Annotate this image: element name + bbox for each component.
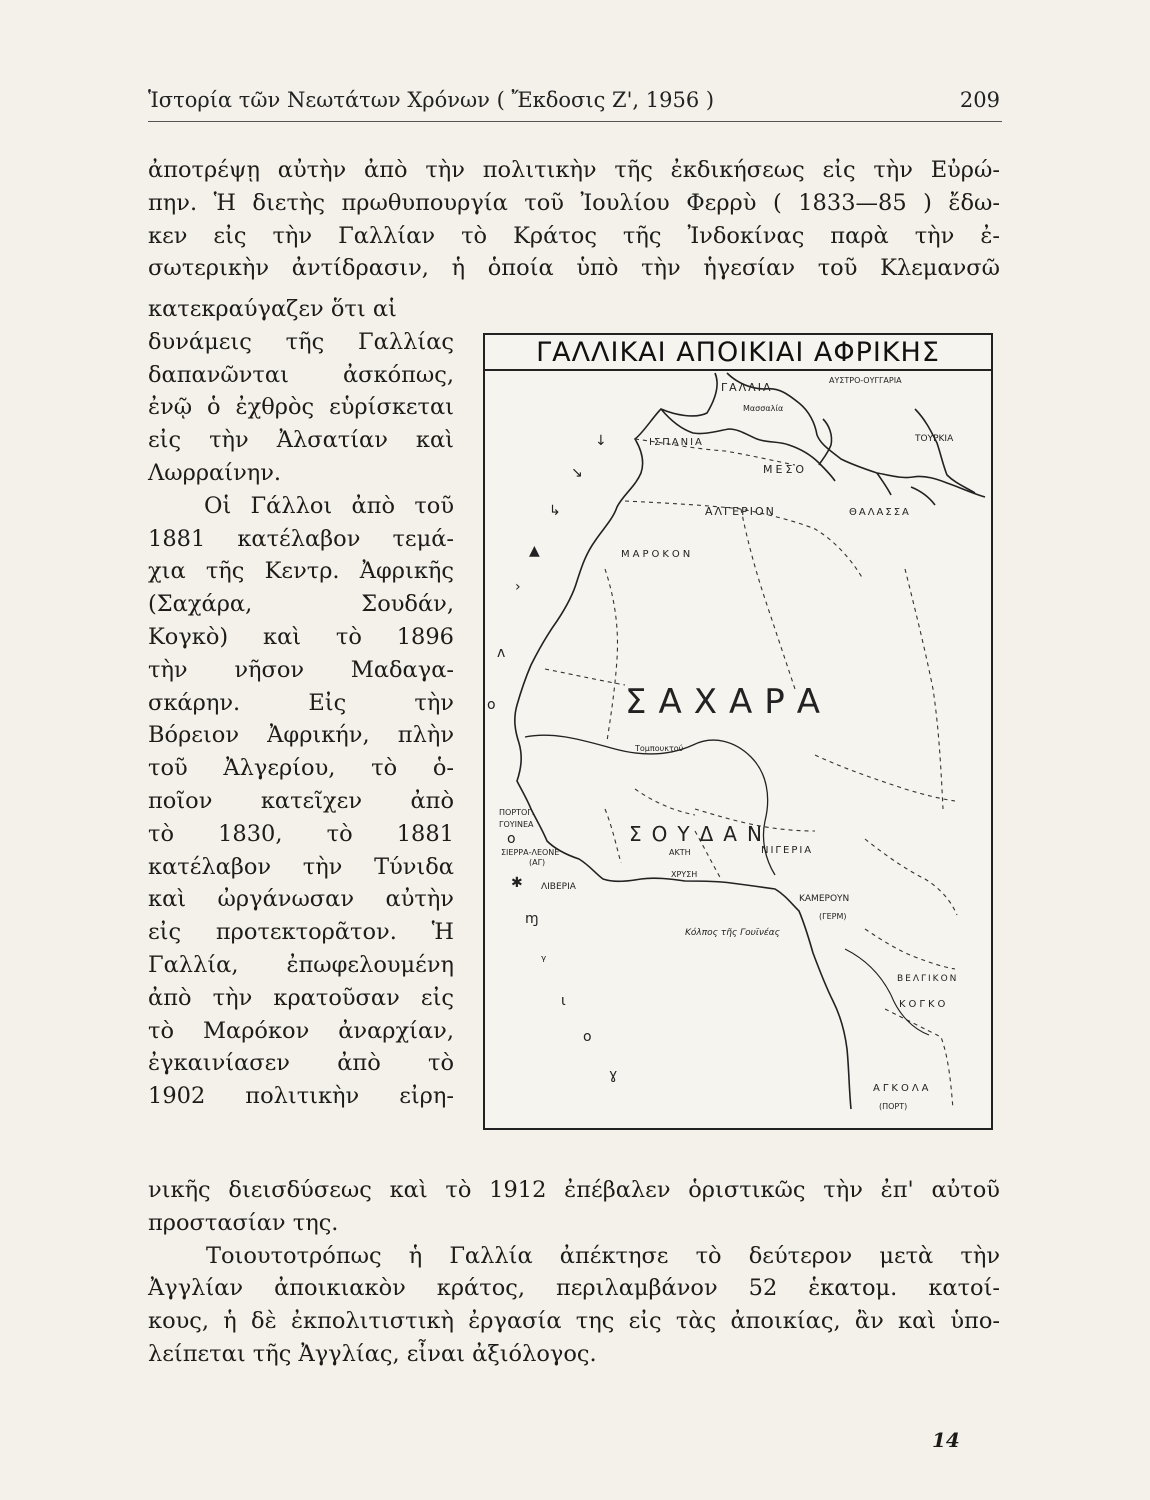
- running-title: Ἱστορία τῶν Νεωτάτων Χρόνων ( Ἔκδοσις Ζ', 1956 ): [148, 88, 715, 112]
- text-line: προστασίαν της.: [148, 1209, 339, 1236]
- label-akth: ΑΚΤΗ: [669, 848, 691, 857]
- page-number: 209: [959, 88, 1000, 112]
- label-angola-note: (ΠΟΡΤ): [879, 1102, 908, 1111]
- map-labels: [499, 376, 958, 1111]
- ocean-mark: ɱ: [525, 911, 539, 927]
- text-line: πην. Ἡ διετὴς πρωθυπουργία τοῦ Ἰουλίου Φερρὺ ( 1833—85 ) ἔδω-: [148, 189, 1000, 216]
- text-line: κατεκραύγαζεν ὅτι αἱ: [148, 296, 397, 322]
- label-gouinea: ΓΟΥΙΝΕΑ: [499, 820, 534, 829]
- border-line: [905, 569, 943, 809]
- label-sierra: ΣΙΕΡΡΑ-ΛΕΟΝΕ: [501, 848, 560, 857]
- bottom-paragraph: [148, 1174, 1000, 1371]
- borders: [545, 439, 957, 1109]
- label-kolpos: Κόλπος τῆς Γουϊνέας: [685, 928, 780, 938]
- border-line: [605, 809, 621, 863]
- top-paragraph: [148, 154, 1000, 285]
- border-line: [545, 669, 625, 685]
- label-portogaliki: ΠΟΡΤΟΓ.: [499, 808, 535, 817]
- text-line: τοῦ Ἀλγερίου, τὸ ὁ-: [148, 755, 454, 782]
- ocean-mark: ᵞ: [541, 953, 547, 969]
- label-massalia: Μασσαλία: [743, 404, 784, 413]
- ocean-mark: o: [507, 831, 516, 847]
- text-line: κους, ἡ δὲ ἐκπολιτιστικὴ ἐργασία της εἰς τὰς ἀποικίας, ἂν καὶ ὑπο-: [148, 1308, 1000, 1335]
- border-line: [635, 789, 695, 815]
- label-ispania: ΙΣΠΑΝΙΑ: [649, 437, 704, 448]
- text-line: κατέλαβον τὴν Τύνιδα: [148, 853, 454, 880]
- text-line: ἀποτρέψῃ αὐτὴν ἀπὸ τὴν πολιτικὴν τῆς ἐκδικήσεως εἰς τὴν Εὐρώ-: [148, 157, 1000, 183]
- text-line: σωτερικὴν ἀντίδρασιν, ἡ ὁποία ὑπὸ τὴν ἡγεσίαν τοῦ Κλεμανσῶ: [148, 255, 1000, 282]
- text-line: ἐνῷ ὁ ἐχθρὸς εὑρίσκεται: [148, 394, 454, 421]
- text-line: 1902 πολιτικὴν εἰρη-: [148, 1083, 454, 1110]
- text-line: Τοιουτοτρόπως ἡ Γαλλία ἀπέκτησε τὸ δεύτερον μετὰ τὴν: [206, 1242, 1000, 1269]
- coast-balkans: [915, 409, 975, 493]
- text-line: λείπεται τῆς Ἀγγλίας, εἶναι ἀξιόλογος.: [148, 1340, 597, 1367]
- border-line: [741, 509, 795, 689]
- congo-river: [845, 949, 929, 1035]
- text-line: ποῖον κατεῖχεν ἀπὸ: [148, 787, 454, 814]
- ocean-mark: ✱: [511, 875, 523, 891]
- label-xrysh: ΧΡΥΣΗ: [671, 870, 698, 879]
- text-line: Ἀγγλίαν ἀποικιακὸν κράτος, περιλαμβάνον 52 ἑκατομ. κατοί-: [148, 1275, 1000, 1302]
- label-algeria: ΑΛΓΕΡΙΟΝ: [705, 505, 776, 518]
- label-marokon: ΜΑΡΟΚΟΝ: [621, 549, 694, 560]
- text-line: (Σαχάρα, Σουδάν,: [148, 591, 454, 618]
- text-line: Οἱ Γάλλοι ἀπὸ τοῦ: [204, 492, 454, 519]
- label-tourkia: ΤΟΥΡΚΙΑ: [915, 434, 954, 444]
- border-line: [605, 569, 618, 741]
- text-line: ἐγκαινίασεν ἀπὸ τὸ: [148, 1050, 454, 1077]
- label-sierra-note: (ΑΓ): [529, 858, 546, 867]
- text-line: δαπανῶνται ἀσκόπως,: [148, 361, 454, 388]
- label-meso: ΜΕΣΟ: [763, 463, 808, 476]
- label-kongo: ΚΟΓΚΟ: [899, 999, 949, 1010]
- coast-greece: [911, 487, 935, 505]
- ocean-mark: o: [583, 1029, 592, 1045]
- text-line: Βόρειον Ἀφρικήν, πλὴν: [148, 722, 454, 749]
- text-line: τὴν νῆσον Μαδαγα-: [148, 656, 454, 683]
- text-line: χια τῆς Κεντρ. Ἀφρικῆς: [148, 558, 454, 585]
- ocean-mark: ↓: [595, 433, 607, 449]
- label-soudan: ΣΟΥΔΑΝ: [629, 822, 772, 846]
- border-line: [815, 755, 955, 801]
- text-line: κεν εἰς τὴν Γαλλίαν τὸ Κράτος τῆς Ἰνδοκίνας παρὰ τὴν ἐ-: [148, 222, 1000, 249]
- header-rule: [148, 121, 1002, 122]
- ocean-mark: o: [487, 697, 496, 713]
- ocean-marks: [487, 433, 617, 1083]
- map-title: ΓΑΛΛΙΚΑΙ ΑΠΟΙΚΙΑΙ ΑΦΡΙΚΗΣ: [485, 335, 991, 371]
- text-line: τὸ 1830, τὸ 1881: [148, 820, 454, 847]
- ocean-mark: ɩ: [561, 993, 566, 1009]
- text-line: δυνάμεις τῆς Γαλλίας: [148, 328, 454, 355]
- text-line: τὸ Μαρόκον ἀναρχίαν,: [148, 1017, 454, 1044]
- text-line: Λωρραίνην.: [148, 459, 282, 486]
- left-column: [148, 293, 454, 1113]
- border-line: [865, 929, 955, 969]
- label-kamerun-note: (ΓΕΡΜ): [819, 912, 847, 921]
- label-sahara: ΣΑΧΑΡΑ: [625, 682, 833, 722]
- text-line: νικῆς διεισδύσεως καὶ τὸ 1912 ἐπέβαλεν ὁριστικῶς τὴν ἐπ' αὐτοῦ: [148, 1177, 1000, 1203]
- border-line: [865, 839, 957, 915]
- ocean-mark: ɣ: [609, 1067, 618, 1083]
- label-velgiko: ΒΕΛΓΙΚΟΝ: [897, 974, 959, 984]
- ocean-mark: ʌ: [497, 645, 506, 661]
- coast-italy: [877, 473, 891, 495]
- text-line: καὶ ὠργάνωσαν αὐτὴν: [148, 886, 454, 913]
- label-nigeria: ΝΙΓΕΡΙΑ: [761, 845, 814, 856]
- ocean-mark: ›: [515, 579, 521, 595]
- label-angola: ΑΓΚΟΛΑ: [873, 1083, 932, 1094]
- label-timbouktou: Τομπουκτού: [635, 744, 684, 753]
- text-line: 1881 κατέλαβον τεμά-: [148, 525, 454, 552]
- map-drawing: [485, 369, 991, 1128]
- map-figure: [483, 333, 993, 1130]
- ocean-mark: ↘: [571, 465, 583, 481]
- label-kamerun: ΚΑΜΕΡΟΥΝ: [799, 894, 850, 904]
- label-austria: ΑΥΣΤΡΟ-ΟΥΓΓΑΡΙΑ: [829, 376, 902, 385]
- label-gallia: ΓΑΛΛΙΑ: [721, 381, 773, 394]
- text-line: Κογκὸ) καὶ τὸ 1896: [148, 623, 454, 650]
- text-line: σκάρην. Εἰς τὴν: [148, 689, 454, 716]
- running-header: [148, 88, 1000, 112]
- text-line: ἀπὸ τὴν κρατοῦσαν εἰς: [148, 984, 454, 1011]
- label-liveria: ΛΙΒΕΡΙΑ: [541, 882, 576, 892]
- niger-river: [525, 735, 775, 875]
- signature-mark: 14: [932, 1428, 960, 1452]
- text-line: εἰς προτεκτορᾶτον. Ἡ: [148, 919, 454, 946]
- label-thalassa: ΘΑΛΑΣΣΑ: [849, 507, 911, 518]
- ocean-mark: ▲: [529, 543, 540, 559]
- ocean-mark: ↳: [549, 503, 561, 519]
- text-line: Γαλλία, ἐπωφελουμένη: [148, 951, 454, 978]
- text-line: εἰς τὴν Ἀλσατίαν καὶ: [148, 427, 454, 454]
- border-line: [885, 1009, 953, 1109]
